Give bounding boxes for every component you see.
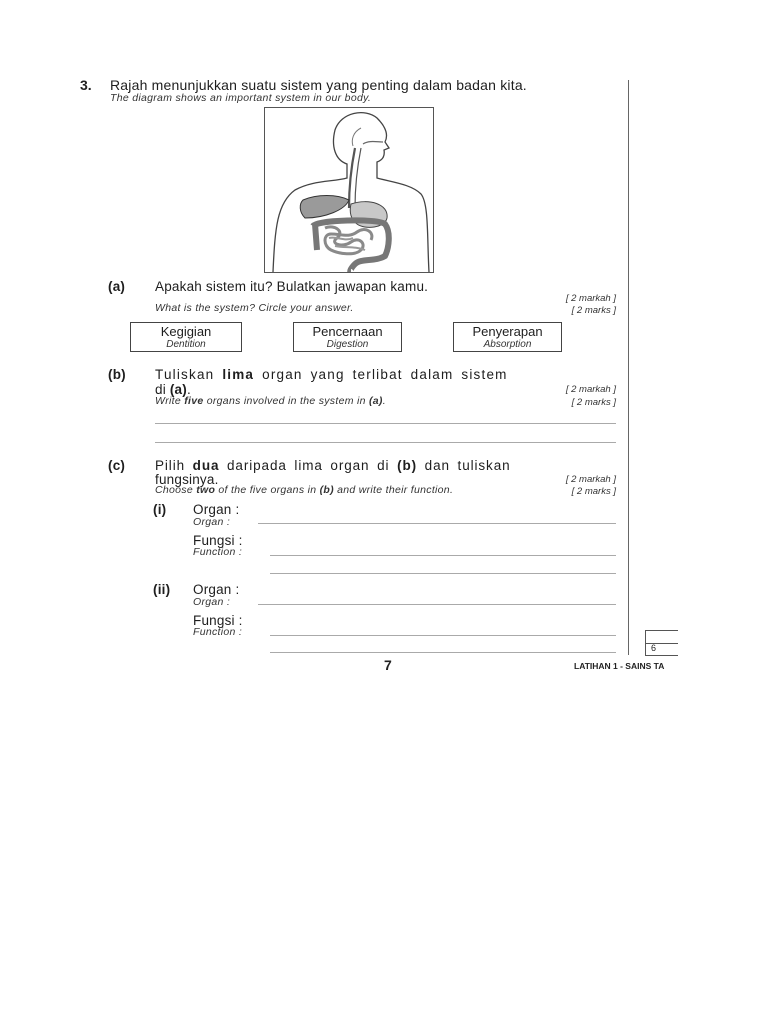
- part-b-marks-en: [ 2 marks ]: [571, 397, 616, 408]
- function-answer-line[interactable]: [270, 573, 616, 574]
- choice-label-ms: Penyerapan: [472, 324, 543, 339]
- item-i-function-ms: Fungsi :: [193, 533, 243, 548]
- part-b-text-ms-line2: di (a).: [155, 382, 191, 397]
- item-ii-number: (ii): [153, 582, 171, 597]
- question-stem-ms: Rajah menunjukkan suatu sistem yang penting dalam badan kita.: [110, 77, 527, 93]
- part-c-marks-en: [ 2 marks ]: [571, 486, 616, 497]
- answer-choice-digestion[interactable]: [293, 322, 402, 352]
- page-number: 7: [384, 657, 392, 673]
- part-c-text-ms-line2: fungsinya.: [155, 472, 219, 487]
- part-a-marks-en: [ 2 marks ]: [571, 305, 616, 316]
- answer-line[interactable]: [155, 423, 616, 424]
- item-i-number: (i): [153, 502, 167, 517]
- part-a-text-en: What is the system? Circle your answer.: [155, 302, 354, 314]
- score-box: [645, 630, 678, 656]
- part-c-marks-ms: [ 2 markah ]: [565, 474, 616, 485]
- function-answer-line[interactable]: [270, 652, 616, 653]
- answer-choice-absorption[interactable]: [453, 322, 562, 352]
- margin-line: [628, 80, 629, 655]
- item-i-organ-en: Organ :: [193, 516, 231, 528]
- choice-label-ms: Kegigian: [160, 324, 212, 339]
- choice-label-en: Absorption: [483, 339, 532, 350]
- running-title: LATIHAN 1 - SAINS TA: [574, 661, 665, 671]
- choice-label-en: Dentition: [166, 339, 206, 350]
- item-ii-organ-en: Organ :: [193, 596, 231, 608]
- question-stem-en: The diagram shows an important system in our body.: [110, 92, 372, 104]
- function-answer-line[interactable]: [270, 555, 616, 556]
- item-ii-function-en: Function :: [193, 626, 243, 638]
- item-ii-organ-ms: Organ :: [193, 582, 240, 597]
- item-i-function-en: Function :: [193, 546, 243, 558]
- question-number: 3.: [80, 77, 92, 93]
- part-c-label: (c): [108, 458, 126, 473]
- item-ii-function-ms: Fungsi :: [193, 613, 243, 628]
- organ-answer-line[interactable]: [258, 604, 616, 605]
- organ-answer-line[interactable]: [258, 523, 616, 524]
- choice-label-ms: Pencernaan: [312, 324, 383, 339]
- score-box-value: 6: [651, 643, 657, 653]
- part-c-text-en: Choose two of the five organs in (b) and write their function.: [155, 484, 454, 496]
- part-c-text-ms: Pilih dua daripada lima organ di (b) dan tuliskan: [155, 458, 511, 473]
- part-b-text-en: Write five organs involved in the system in (a).: [155, 395, 386, 407]
- part-a-text-ms: Apakah sistem itu? Bulatkan jawapan kamu.: [155, 279, 429, 294]
- part-b-text-ms: Tuliskan lima organ yang terlibat dalam sistem: [155, 367, 508, 382]
- choice-label-en: Digestion: [326, 339, 369, 350]
- item-i-organ-ms: Organ :: [193, 502, 240, 517]
- function-answer-line[interactable]: [270, 635, 616, 636]
- answer-line[interactable]: [155, 442, 616, 443]
- part-b-label: (b): [108, 367, 126, 382]
- part-a-label: (a): [108, 279, 126, 294]
- digestive-system-diagram: [264, 107, 434, 273]
- part-a-marks-ms: [ 2 markah ]: [565, 293, 616, 304]
- body-illustration: [265, 108, 433, 272]
- part-b-marks-ms: [ 2 markah ]: [565, 384, 616, 395]
- answer-choice-dentition[interactable]: [130, 322, 242, 352]
